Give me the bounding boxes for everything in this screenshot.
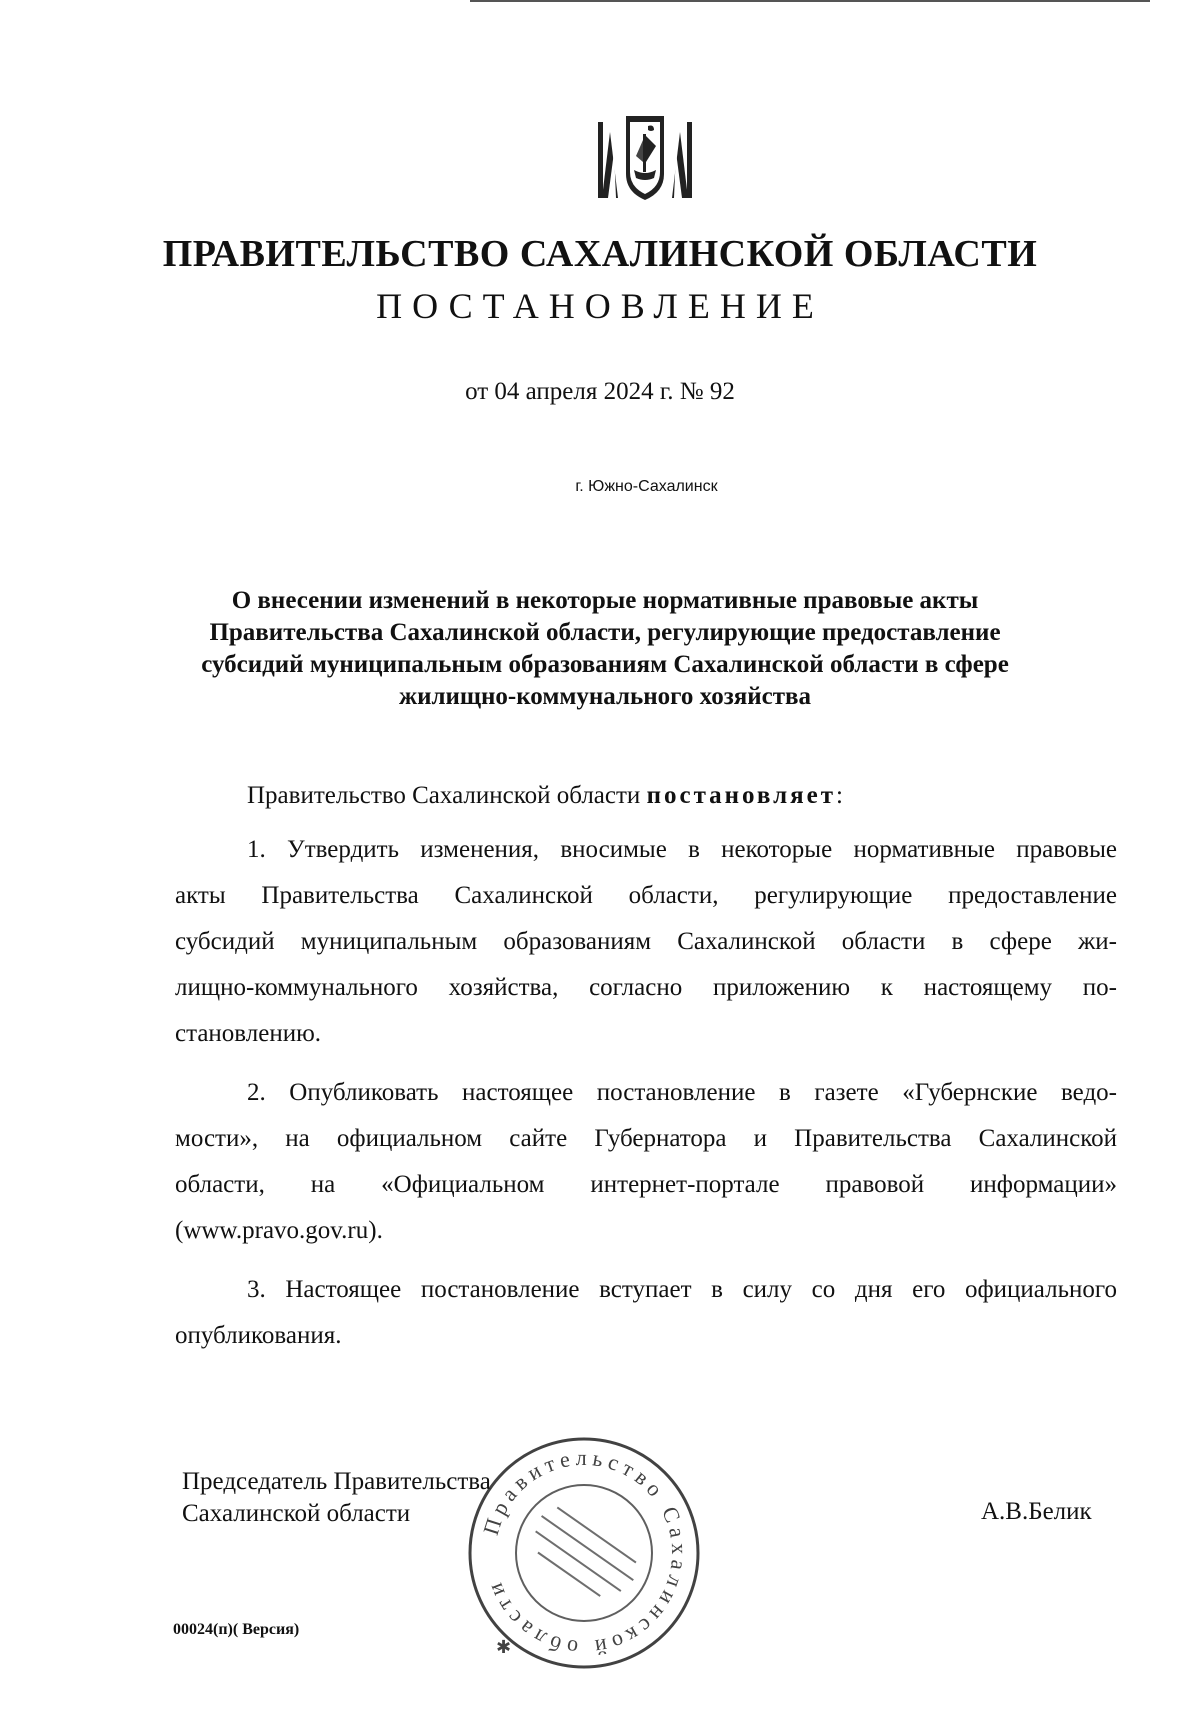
paragraph-line: (www.pravo.gov.ru). — [175, 1217, 383, 1244]
heading-line: субсидий муниципальным образованиям Сахалинской области в сфере — [201, 651, 1009, 678]
org-title: ПРАВИТЕЛЬСТВО САХАЛИНСКОЙ ОБЛАСТИ — [162, 233, 1038, 275]
paragraph-line: опубликования. — [175, 1322, 342, 1349]
doc-date-number: от 04 апреля 2024 г. № 92 — [465, 378, 735, 405]
paragraph-line: субсидий муниципальным образованиям Сахалинской области в сфере жи- — [175, 928, 1117, 955]
intro-verb: постановляет — [646, 782, 837, 809]
heading-line: Правительства Сахалинской области, регулирующие предоставление — [209, 619, 1001, 646]
item-1 — [175, 827, 1117, 1057]
doc-heading — [170, 585, 1040, 713]
signatory-position-line: Председатель Правительства — [182, 1468, 491, 1495]
intro-paragraph — [247, 782, 843, 810]
scan-top-line — [470, 0, 1150, 2]
intro-suffix: : — [836, 782, 843, 809]
paragraph-line: мости», на официальном сайте Губернатора и Правительства Сахалинской — [175, 1125, 1117, 1152]
paragraph-line: 2. Опубликовать настоящее постановление в газете «Губернские ведо- — [247, 1079, 1117, 1106]
signatory-position-line: Сахалинской области — [182, 1500, 411, 1527]
signatory-name: А.В.Белик — [981, 1498, 1092, 1525]
item-2 — [175, 1070, 1117, 1254]
doc-type: ПОСТАНОВЛЕНИЕ — [376, 286, 824, 326]
svg-text:✱: ✱ — [496, 1637, 512, 1658]
svg-text:Правительство Сахалинской обла: Правительство Сахалинской области — [477, 1444, 693, 1662]
paragraph-line: лищно-коммунального хозяйства, согласно приложению к настоящему по- — [175, 974, 1117, 1001]
doc-city: г. Южно-Сахалинск — [575, 478, 718, 495]
official-seal-icon — [466, 1435, 702, 1671]
signatory-position — [182, 1466, 491, 1530]
coat-of-arms-icon — [596, 112, 694, 212]
paragraph-line: акты Правительства Сахалинской области, регулирующие предоставление — [175, 882, 1117, 909]
paragraph-line: становлению. — [175, 1020, 322, 1047]
paragraph-line: 3. Настоящее постановление вступает в силу со дня его официального — [247, 1276, 1117, 1303]
item-3 — [175, 1267, 1117, 1359]
paragraph-line: области, на «Официальном интернет-портале правовой информации» — [175, 1171, 1117, 1198]
paragraph-line: 1. Утвердить изменения, вносимые в некоторые нормативные правовые — [247, 836, 1117, 863]
footer-doc-code: 00024(п)( Версия) — [173, 1621, 300, 1638]
intro-prefix: Правительство Сахалинской области — [247, 782, 647, 809]
heading-line: О внесении изменений в некоторые нормативные правовые акты — [231, 587, 979, 614]
heading-line: жилищно-коммунального хозяйства — [398, 683, 812, 710]
